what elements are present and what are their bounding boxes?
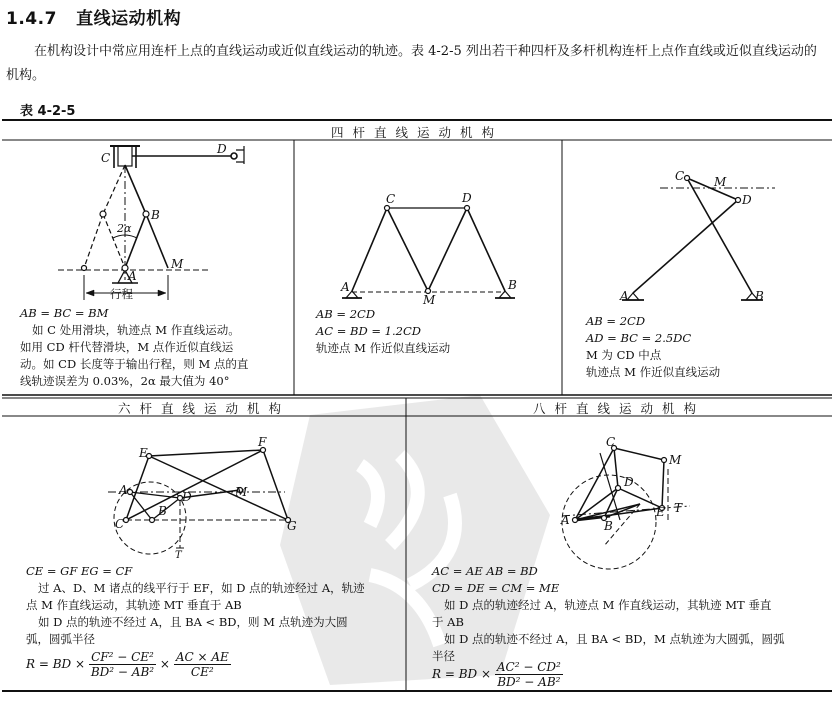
eight-bar-text [432,563,830,665]
six-line-3: 如 D 点的轨迹不经过 A，且 BA < BD，则 M 点轨迹为大圆 [38,615,348,629]
label-A: A [561,513,570,527]
cell1-line-4: 线轨迹误差为 0.03%，2α 最大值为 40° [20,374,230,388]
eight-f-num: AC² − CD² [496,660,561,674]
cell2-line-1: AC = BD = 1.2CD [316,324,421,338]
label-C: C [675,169,685,183]
eight-line-0: AC = AE AB = BD [432,564,538,578]
intro-paragraph: 在机构设计中常应用连杆上点的直线运动或近似直线运动的轨迹。表 4-2-5 列出若干种四杆及多杆机构连杆上点作直线或近似直线运动的机构。 [6,44,817,83]
eight-fraction [495,660,563,689]
cell1-line-2: 如用 CD 杆代替滑块，M 点作近似直线运 [20,340,234,354]
label-A: A [341,280,350,294]
label-M: M [171,257,184,271]
six-f2-num: AC × AE [175,650,229,664]
label-B: B [508,278,517,292]
four-bar-header: 四杆直线运动机构 [330,125,503,140]
label-M: M [235,485,248,499]
eight-line-3: 于 AB [432,615,464,629]
label-C: C [386,192,396,206]
label-B: B [755,289,764,303]
eight-line-5: 半径 [432,649,455,663]
six-line-0: CE = GF EG = CF [26,564,133,578]
six-formula-lhs: R = BD × [26,657,86,671]
label-M: M [423,293,436,307]
six-line-1: 过 A、D、M 诸点的线平行于 EF，如 D 点的轨迹经过 A，轨迹 [38,581,365,595]
eight-line-4: 如 D 点的轨迹不经过 A，且 BA < BD，M 点轨迹为大圆弧，圆弧 [444,632,785,646]
cell3-line-2: M 为 CD 中点 [586,348,662,362]
cell3-line-1: AD = BC = 2.5DC [586,331,692,345]
label-T: T [175,550,182,561]
label-D: D [742,193,752,207]
eight-formula-lhs: R = BD × [432,667,492,681]
label-G: G [287,519,297,533]
label-stroke: 行程 [110,287,133,301]
table-label: 表 4-2-5 [20,104,76,119]
cell3-line-3: 轨迹点 M 作近似直线运动 [586,365,721,379]
eight-f-den: BD² − AB² [497,675,561,689]
label-E: E [656,505,665,519]
label-C: C [115,517,125,531]
label-E: E [139,446,148,460]
six-line-4: 弧，圆弧半径 [26,632,95,646]
six-line-2: 点 M 作直线运动，其轨迹 MT 垂直于 AB [26,598,242,612]
label-F: F [258,435,267,449]
label-M: M [714,175,727,189]
six-bar-header: 六杆直线运动机构 [117,401,290,416]
cell2-line-0: AB = 2CD [316,307,376,321]
label-alpha: 2α [117,222,132,235]
label-T: T [674,501,683,515]
six-f2-den: CE² [190,665,214,679]
six-f1-den: BD² − AB² [90,665,155,679]
label-B: B [604,519,613,533]
six-f1-num: CF² − CE² [89,650,156,665]
cell1-line-3: 动。如 CD 长度等于输出行程，则 M 点的直 [20,357,249,371]
label-D: D [624,475,634,489]
cell3-line-0: AB = 2CD [586,314,646,328]
label-B: B [151,208,160,222]
cell1-line-0: AB = BC = BM [20,306,109,320]
section-title: 直线运动机构 [76,9,182,29]
eight-bar-formula [432,660,563,689]
label-C: C [101,151,111,165]
eight-line-2: 如 D 点的轨迹经过 A，轨迹点 M 作直线运动，其轨迹 MT 垂直 [444,598,772,612]
label-D: D [217,142,227,156]
eight-bar-header: 八杆直线运动机构 [532,401,705,416]
label-D: D [182,490,192,504]
label-A: A [119,483,128,497]
label-B: B [158,504,167,518]
label-M: M [669,453,682,467]
section-number: 1.4.7 [6,9,57,29]
eight-line-1: CD = DE = CM = ME [432,581,560,595]
six-times: × [159,657,170,671]
cell2-line-2: 轨迹点 M 作近似直线运动 [316,341,451,355]
label-C: C [606,435,616,449]
label-D: D [462,191,472,205]
label-A: A [128,269,137,283]
label-A: A [620,289,629,303]
cell1-line-1: 如 C 处用滑块，轨迹点 M 作直线运动。 [32,323,240,337]
